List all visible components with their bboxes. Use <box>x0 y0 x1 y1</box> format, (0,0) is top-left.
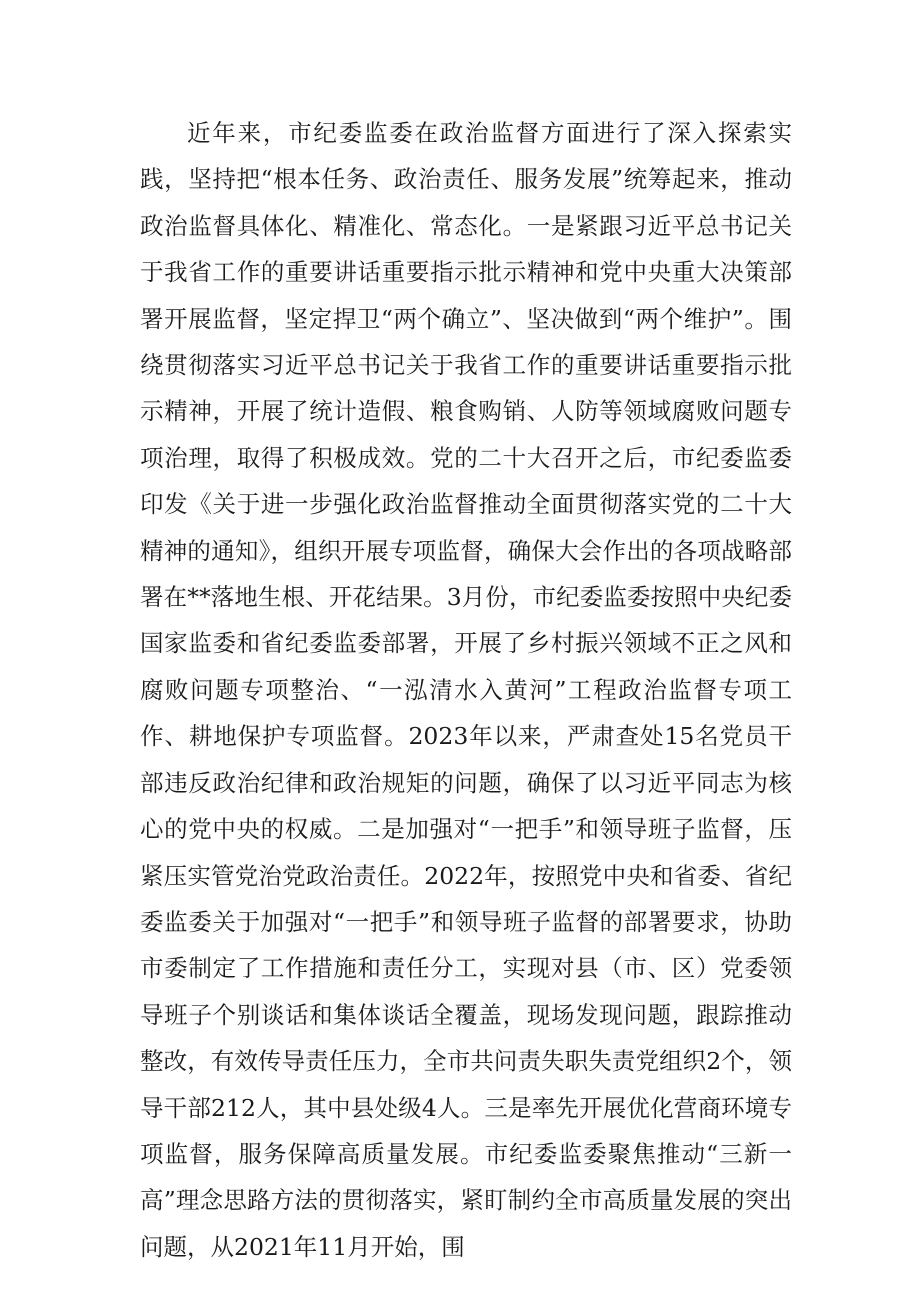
body-paragraph: 近年来，市纪委监委在政治监督方面进行了深入探索实践，坚持把“根本任务、政治责任、服务发展”统筹起来，推动政治监督具体化、精准化、常态化。一是紧跟习近平总书记关于我省工作的重要讲话重要指示批示精神和党中央重大决策部署开展监督，坚定捍卫“两个确立”、坚决做到“两个维护”。围绕贯彻落实习近平总书记关于我省工作的重要讲话重要指示批示精神，开展了统计造假、粮食购销、人防等领域腐败问题专项治理，取得了积极成效。党的二十大召开之后，市纪委监委印发《关于进一步强化政治监督推动全面贯彻落实党的二十大精神的通知》，组织开展专项监督，确保大会作出的各项战略部署在**落地生根、开花结果。3月份，市纪委监委按照中央纪委国家监委和省纪委监委部署，开展了乡村振兴领域不正之风和腐败问题专项整治、“一泓清水入黄河”工程政治监督专项工作、耕地保护专项监督。2023年以来，严肃查处15名党员干部违反政治纪律和政治规矩的问题，确保了以习近平同志为核心的党中央的权威。二是加强对“一把手”和领导班子监督，压紧压实管党治党政治责任。2022年，按照党中央和省委、省纪委监委关于加强对“一把手”和领导班子监督的部署要求，协助市委制定了工作措施和责任分工，实现对县（市、区）党委领导班子个别谈话和集体谈话全覆盖，现场发现问题，跟踪推动整改，有效传导责任压力，全市共问责失职失责党组织2个，领导干部212人，其中县处级4人。三是率先开展优化营商环境专项监督，服务保障高质量发展。市纪委监委聚焦推动“三新一高”理念思路方法的贯彻落实，紧盯制约全市高质量发展的突出问题，从2021年11月开始，围 <box>140 119 792 1261</box>
